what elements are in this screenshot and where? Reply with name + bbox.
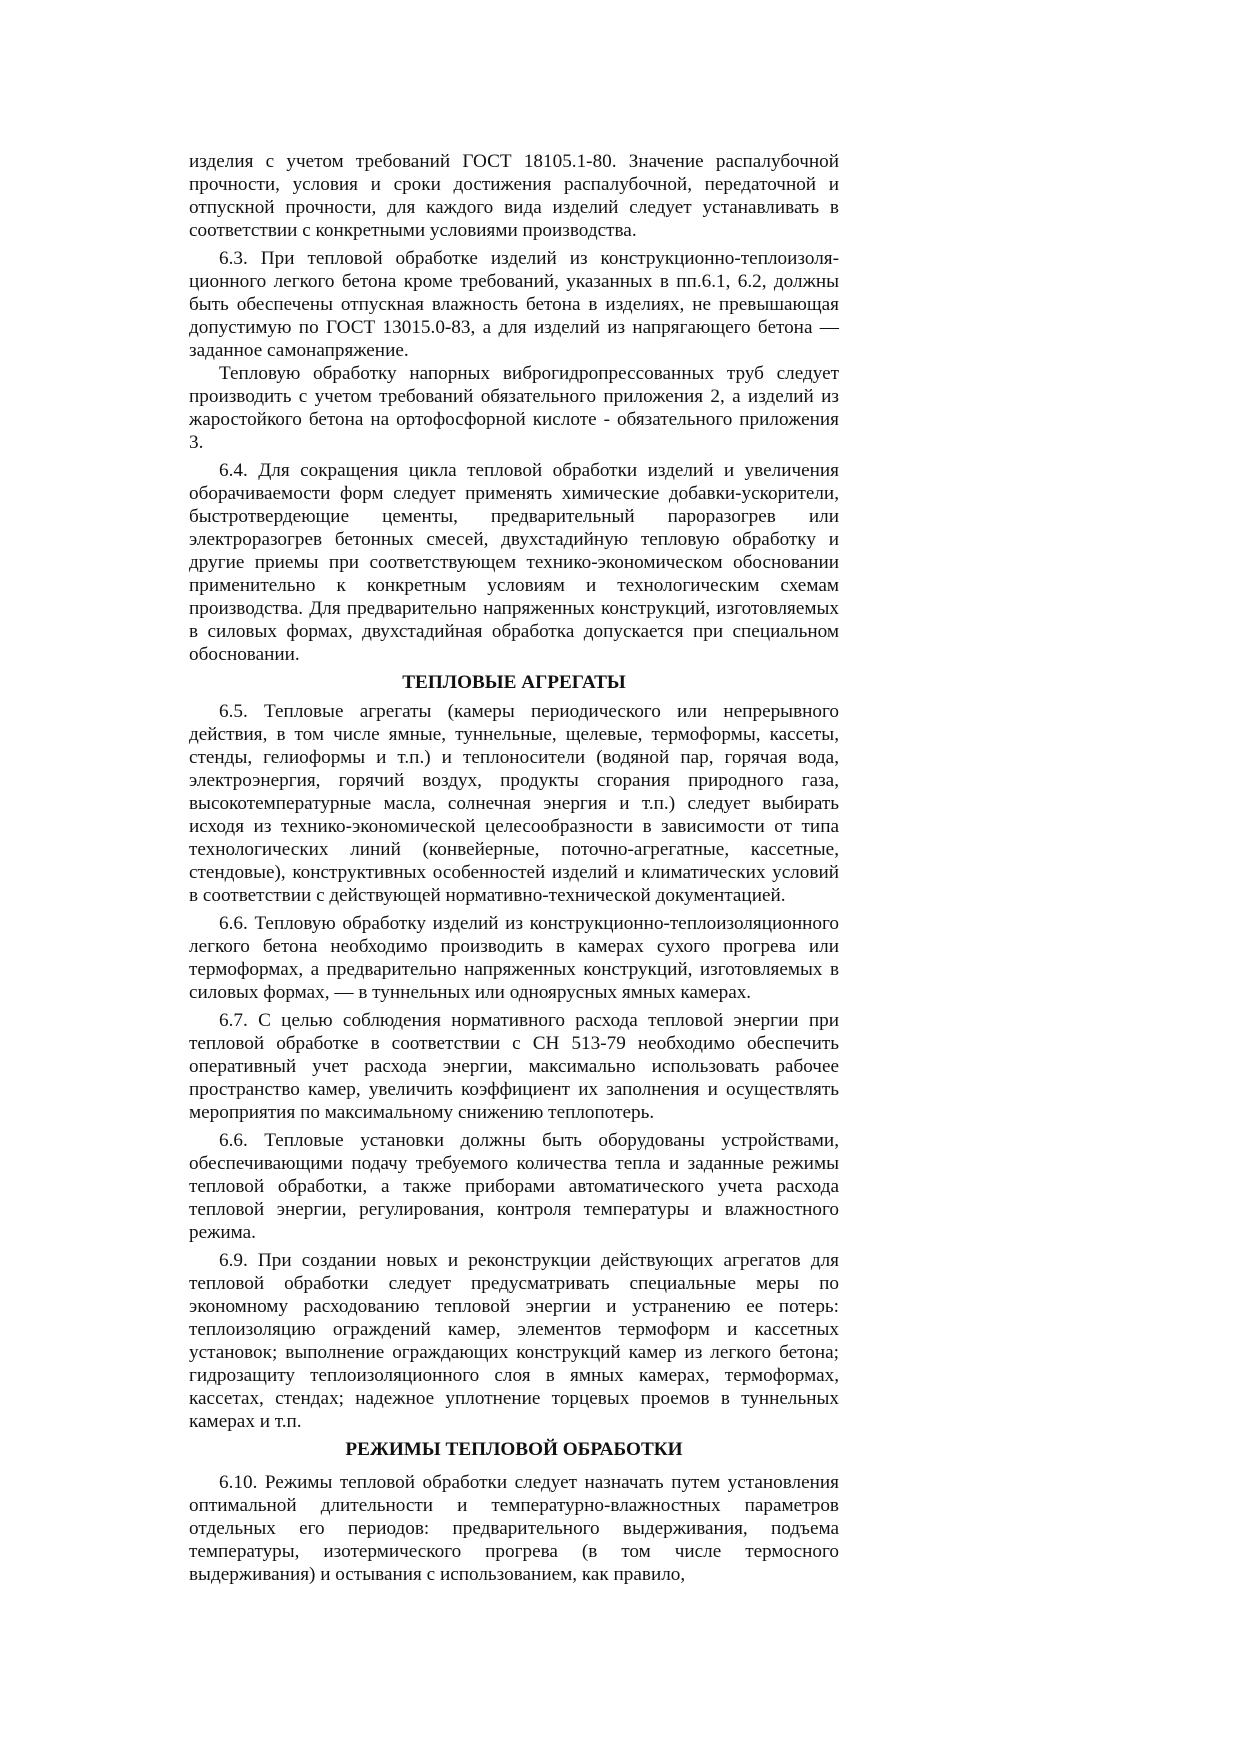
paragraph-6-6-first: 6.6. Тепловую обработку изделий из конструкционно-теплоизоляционного легкого бетона необходимо производить в камерах сухого прогрева или термоформах, а предварительно напряженных конструкций, изготовляемых в силовых формах, — в туннельных или одноярусных ямных камерах. <box>189 913 839 1003</box>
section-heading-treatment-modes: РЕЖИМЫ ТЕПЛОВОЙ ОБРАБОТКИ <box>345 1439 683 1460</box>
paragraph-6-10: 6.10. Режимы тепловой обработки следует назначать путем установления оптимальной длительности и температурно-влажностных параметров отдельных его периодов: предварительного выдерживания, подъема температуры, изотермического прогрева (в том числе термосного выдерживания) и остывания с использованием, как правило, <box>189 1472 839 1585</box>
paragraph-6-6-second: 6.6. Тепловые установки должны быть оборудованы устройствами, обеспечивающими подачу требуемого количества тепла и заданные режимы тепловой обработки, а также приборами автоматического учета расхода тепловой энергии, регулирования, контроля температуры и влажностного режима. <box>189 1130 839 1243</box>
document-page <box>189 150 839 1591</box>
paragraph-6-3-pipes: Тепловую обработку напорных виброгидропрессованных труб следует производить с учетом требований обязательного приложения 2, а изделий из жаростойкого бетона на ортофосфорной кислоте - обязательного приложения 3. <box>189 363 839 453</box>
paragraph-6-9: 6.9. При создании новых и реконструкции действующих агрегатов для тепловой обработки следует предусматривать специальные меры по экономному расходованию тепловой энергии и устранению ее потерь: теплоизоляцию ограждений камер, элементов термоформ и кассетных установок; выполнение ограждающих конструкций камер из легкого бетона; гидрозащиту теплоизоляционного слоя в ямных камерах, термоформах, кассетах, стендах; надежное уплотнение торцевых проемов в туннельных камерах и т.п. <box>189 1250 839 1432</box>
paragraph-6-3: 6.3. При тепловой обработке изделий из конструкционно-теплоизоляционного легкого бетона кроме требований, указанных в пп.6.1, 6.2, должны быть обеспечены отпускная влажность бетона в изделиях, не превышающая допустимую по ГОСТ 13015.0-83, а для изделий из напрягающего бетона — заданное самонапряжение. <box>189 248 839 361</box>
section-heading-thermal-units: ТЕПЛОВЫЕ АГРЕГАТЫ <box>402 672 626 693</box>
paragraph-6-5: 6.5. Тепловые агрегаты (камеры периодического или непрерывного действия, в том числе ямные, туннельные, щелевые, термоформы, кассеты, стенды, гелиоформы и т.п.) и теплоносители (водяной пар, горячая вода, электроэнергия, горячий воздух, продукты сгорания природного газа, высокотемпературные масла, солнечная энергия и т.п.) следует выбирать исходя из технико-экономической целесообразности в зависимости от типа технологических линий (конвейерные, поточно-агрегатные, кассетные, стендовые), конструктивных особенностей изделий и климатических условий в соответствии с действующей нормативно-технической документацией. <box>189 701 839 906</box>
paragraph-6-7: 6.7. С целью соблюдения нормативного расхода тепловой энергии при тепловой обработке в соответствии с СН 513-79 необходимо обеспечить оперативный учет расхода энергии, максимально использовать рабочее пространство камер, увеличить коэффициент их заполнения и осуществлять мероприятия по максимальному снижению теплопотерь. <box>189 1010 839 1123</box>
paragraph-continuation: изделия с учетом требований ГОСТ 18105.1-80. Значение распалубочной прочности, условия и сроки достижения распалубочной, передаточной и отпускной прочности, для каждого вида изделий следует устанавливать в соответствии с конкретными условиями производства. <box>189 151 839 241</box>
paragraph-6-4: 6.4. Для сокращения цикла тепловой обработки изделий и увеличения оборачиваемости форм следует применять химические добавки-ускорители, быстротвердеющие цементы, предварительный пароразогрев или электроразогрев бетонных смесей, двухстадийную тепловую обработку и другие приемы при соответствующем технико-экономическом обосновании применительно к конкретным условиям и технологическим схемам производства. Для предварительно напряженных конструкций, изготовляемых в силовых формах, двухстадийная обработка допускается при специальном обосновании. <box>189 460 839 665</box>
